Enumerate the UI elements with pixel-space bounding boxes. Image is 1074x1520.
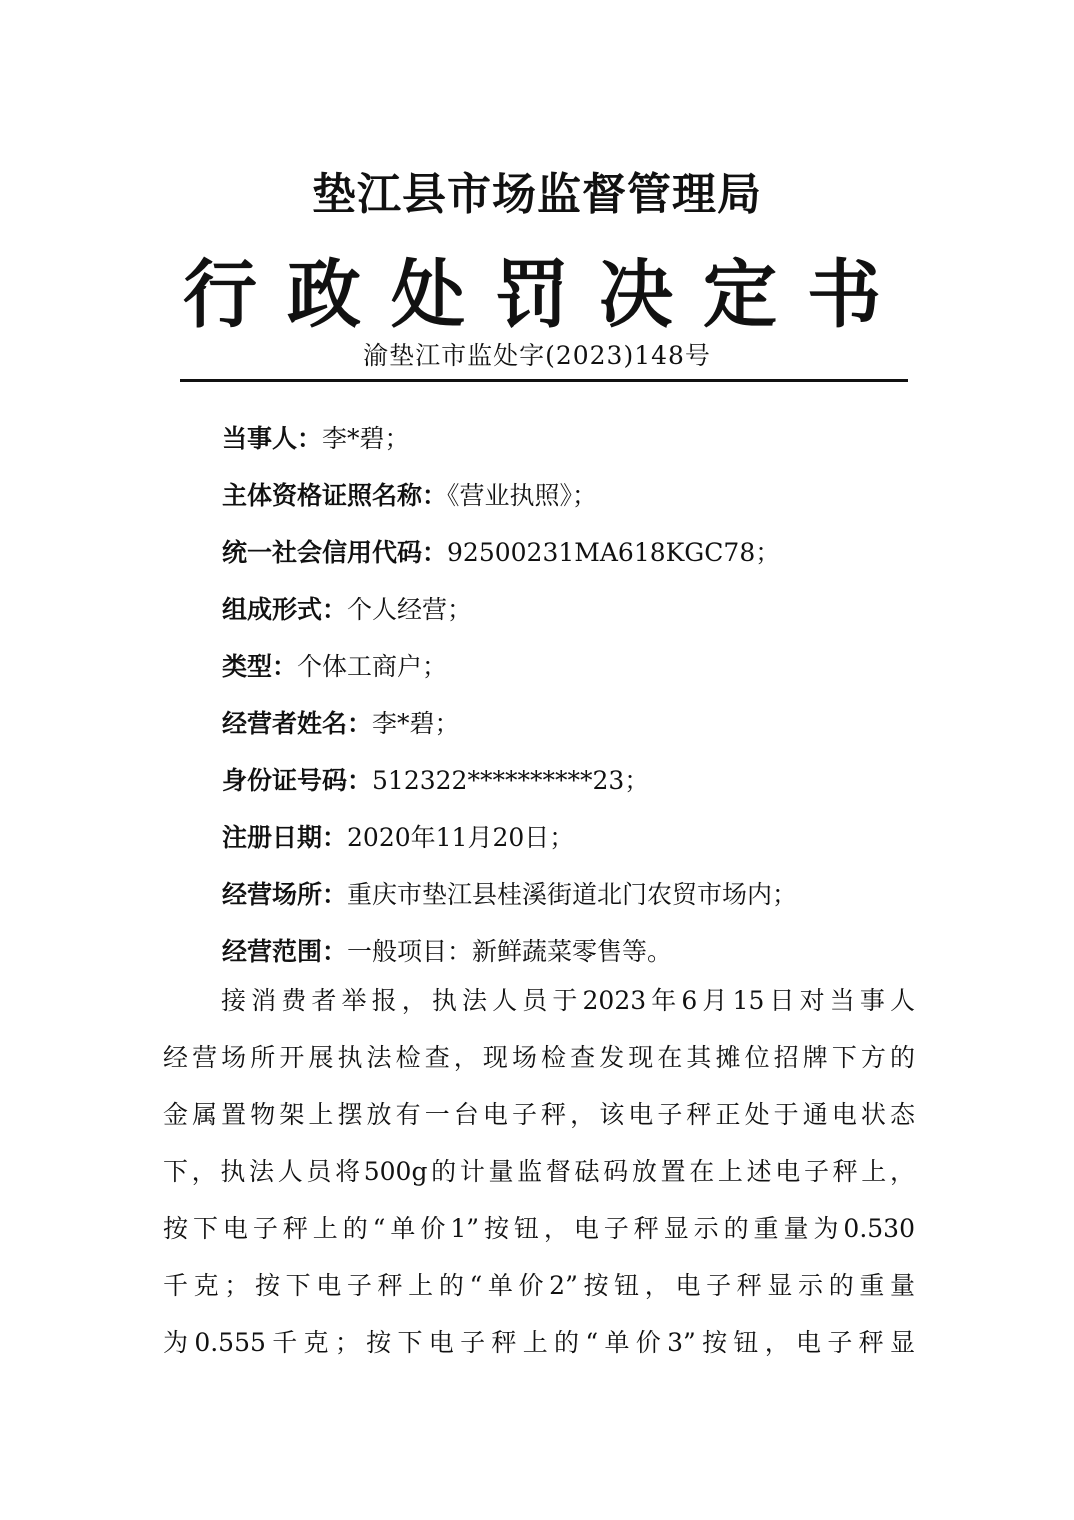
field-value: 李*碧；	[372, 709, 460, 738]
field-value: 李*碧；	[322, 424, 410, 453]
field-label: 统一社会信用代码：	[222, 538, 448, 567]
document-number: 渝垫江市监处字(2023)148号	[363, 341, 711, 370]
body-line: 为0.555千克；按下电子秤上的“单价3”按钮，电子秤显	[163, 1328, 915, 1357]
field-value: 重庆市垫江县桂溪街道北门农贸市场内；	[347, 880, 798, 909]
field-registration-date	[222, 809, 922, 866]
field-label: 经营者姓名：	[222, 709, 373, 738]
body-line: 金属置物架上摆放有一台电子秤，该电子秤正处于通电状态	[163, 1100, 915, 1129]
field-label: 组成形式：	[222, 595, 348, 624]
field-label: 身份证号码：	[222, 766, 373, 795]
document-title: 行政处罚决定书	[183, 252, 911, 338]
field-party	[222, 410, 922, 467]
field-label: 主体资格证照名称：	[222, 481, 448, 510]
header-divider	[180, 379, 908, 382]
field-label: 注册日期：	[222, 823, 348, 852]
field-value: 个体工商户；	[297, 652, 448, 681]
field-value: 512322**********23；	[372, 766, 650, 795]
field-value: 一般项目：新鲜蔬菜零售等。	[347, 937, 673, 966]
field-label: 类型：	[222, 652, 298, 681]
field-operator-name	[222, 695, 922, 752]
case-description	[163, 972, 915, 1371]
field-label: 当事人：	[222, 424, 323, 453]
body-line: 下，执法人员将500g的计量监督砝码放置在上述电子秤上，	[163, 1157, 915, 1186]
field-type	[222, 638, 922, 695]
field-value: 个人经营；	[347, 595, 473, 624]
body-line: 按下电子秤上的“单价1”按钮，电子秤显示的重量为0.530	[163, 1214, 915, 1243]
field-license-name	[222, 467, 922, 524]
body-line: 经营场所开展执法检查，现场检查发现在其摊位招牌下方的	[163, 1043, 915, 1072]
field-label: 经营范围：	[222, 937, 348, 966]
field-value: 92500231MA618KGC78；	[447, 538, 781, 567]
body-line: 接消费者举报，执法人员于2023年6月15日对当事人	[221, 986, 915, 1015]
party-info	[222, 410, 922, 980]
agency-name: 垫江县市场监督管理局	[312, 169, 762, 220]
field-value: 《营业执照》；	[447, 481, 598, 510]
field-organization-form	[222, 581, 922, 638]
field-credit-code	[222, 524, 922, 581]
field-id-number	[222, 752, 922, 809]
field-business-address	[222, 866, 922, 923]
field-value: 2020年11月20日；	[347, 823, 575, 852]
body-line: 千克；按下电子秤上的“单价2”按钮，电子秤显示的重量	[163, 1271, 915, 1300]
field-label: 经营场所：	[222, 880, 348, 909]
